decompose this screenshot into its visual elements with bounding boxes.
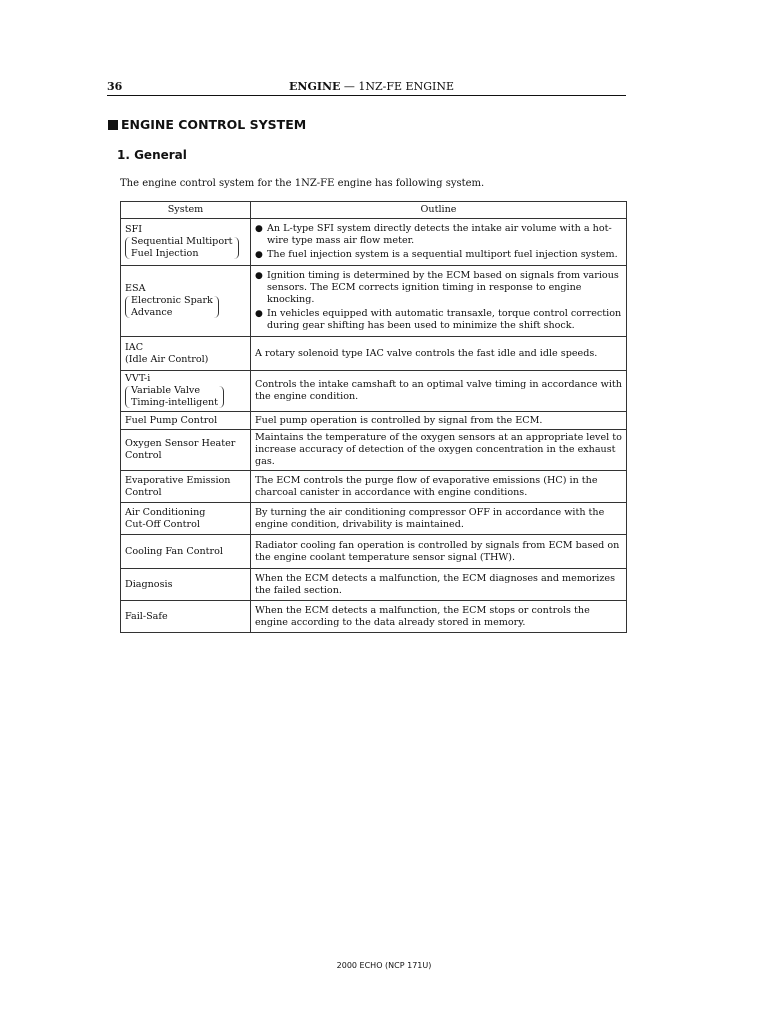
- table-row: [121, 430, 627, 471]
- table-body: [121, 219, 627, 633]
- table-row: [121, 569, 627, 601]
- system-expansion-line: Timing-intelligent: [131, 397, 219, 408]
- outline-cell: [251, 569, 627, 601]
- system-expansion: [125, 236, 239, 260]
- system-name: ESA: [125, 283, 146, 294]
- outline-text: The ECM controls the purge flow of evaporative emissions (HC) in the charcoal canister in accordance with engine conditions.: [255, 474, 598, 498]
- system-name-line: (Idle Air Control): [125, 353, 209, 365]
- outline-cell: [251, 601, 627, 633]
- outline-text: Radiator cooling fan operation is controlled by signals from ECM based on the engine coolant temperature sensor signal (THW).: [255, 539, 620, 563]
- outline-bullet-item: ● The fuel injection system is a sequential multiport fuel injection system.: [255, 249, 622, 261]
- system-cell: [121, 412, 251, 430]
- system-expansion-line: Variable Valve: [131, 385, 201, 396]
- outline-text: Controls the intake camshaft to an optimal valve timing in accordance with the engine condition.: [255, 379, 622, 402]
- outline-text: When the ECM detects a malfunction, the ECM stops or controls the engine according to the data already stored in memory.: [255, 604, 590, 628]
- outline-bullet-list: [255, 223, 622, 261]
- system-cell: [121, 337, 251, 371]
- outline-cell: [251, 337, 627, 371]
- table-header-row: [121, 202, 627, 219]
- outline-cell: [251, 503, 627, 535]
- section-title: [108, 117, 306, 132]
- outline-text: Fuel pump operation is controlled by signal from the ECM.: [255, 414, 543, 426]
- system-name-line: Cooling Fan Control: [125, 545, 223, 557]
- system-cell: [121, 503, 251, 535]
- header-system: System: [121, 202, 251, 219]
- system-name-line: Cut-Off Control: [125, 518, 200, 530]
- outline-bullet-item: ● An L-type SFI system directly detects the intake air volume with a hot-wire type mass air flow meter.: [255, 223, 622, 247]
- system-expansion: [125, 295, 219, 319]
- outline-cell: [251, 535, 627, 569]
- system-name-line: Control: [125, 486, 162, 498]
- system-cell: [121, 471, 251, 503]
- system-expansion: [125, 385, 224, 409]
- table-row: [121, 266, 627, 337]
- table-row: [121, 535, 627, 569]
- system-cell: [121, 219, 251, 266]
- system-expansion-line: Electronic Spark: [131, 295, 213, 306]
- intro-text: The engine control system for the 1NZ-FE engine has following system.: [120, 178, 485, 189]
- system-cell: [121, 569, 251, 601]
- system-expansion-line: Sequential Multiport: [131, 236, 233, 247]
- sub-title: 1. General: [117, 148, 187, 162]
- table-row: [121, 601, 627, 633]
- system-cell: [121, 371, 251, 412]
- system-name-line: Evaporative Emission: [125, 474, 231, 486]
- square-bullet-icon: [108, 120, 118, 130]
- header-outline: Outline: [251, 202, 627, 219]
- table-row: [121, 371, 627, 412]
- system-table: [120, 201, 627, 633]
- system-name: VVT-i: [125, 373, 151, 384]
- system-name-line: IAC: [125, 341, 144, 353]
- system-name: SFI: [125, 224, 143, 235]
- running-title-bold: ENGINE: [289, 80, 341, 93]
- table-row: [121, 412, 627, 430]
- system-name-line: Diagnosis: [125, 578, 173, 590]
- outline-bullet-item: ● In vehicles equipped with automatic transaxle, torque control correction during gear shifting has been used to minimize the shift shock.: [255, 308, 622, 332]
- outline-text: When the ECM detects a malfunction, the ECM diagnoses and memorizes the failed section.: [255, 572, 616, 596]
- table-row: [121, 337, 627, 371]
- page-footer: 2000 ECHO (NCP 171U): [336, 961, 432, 970]
- system-cell: [121, 535, 251, 569]
- outline-cell: [251, 430, 627, 471]
- system-name-line: Air Conditioning: [125, 506, 206, 518]
- outline-cell: [251, 266, 627, 337]
- outline-cell: [251, 219, 627, 266]
- page-header: [107, 80, 626, 96]
- system-expansion-line: Fuel Injection: [131, 248, 199, 259]
- system-cell: [121, 266, 251, 337]
- table-row: [121, 503, 627, 535]
- system-name-line: Control: [125, 450, 162, 461]
- system-cell: [121, 430, 251, 471]
- outline-text: Maintains the temperature of the oxygen sensors at an appropriate level to increase accuracy of detection of the oxygen concentration in the exhaust gas.: [255, 432, 622, 467]
- outline-text: A rotary solenoid type IAC valve controls the fast idle and idle speeds.: [255, 347, 598, 359]
- running-title: [289, 80, 454, 93]
- system-name-line: Fuel Pump Control: [125, 414, 218, 426]
- outline-text: By turning the air conditioning compressor OFF in accordance with the engine condition, drivability is maintained.: [255, 506, 605, 530]
- outline-bullet-item: ● Ignition timing is determined by the ECM based on signals from various sensors. The ECM corrects ignition timing in response to engine knocking.: [255, 270, 622, 306]
- running-title-rest: — 1NZ-FE ENGINE: [340, 80, 454, 93]
- table-row: [121, 219, 627, 266]
- system-name-line: Fail-Safe: [125, 610, 168, 622]
- outline-cell: [251, 471, 627, 503]
- table-row: [121, 471, 627, 503]
- section-title-text: ENGINE CONTROL SYSTEM: [121, 117, 307, 132]
- outline-cell: [251, 412, 627, 430]
- outline-cell: [251, 371, 627, 412]
- outline-bullet-list: [255, 270, 622, 332]
- system-expansion-line: Advance: [131, 307, 173, 318]
- page-number: 36: [107, 80, 123, 93]
- system-name-line: Oxygen Sensor Heater: [125, 438, 236, 449]
- system-cell: [121, 601, 251, 633]
